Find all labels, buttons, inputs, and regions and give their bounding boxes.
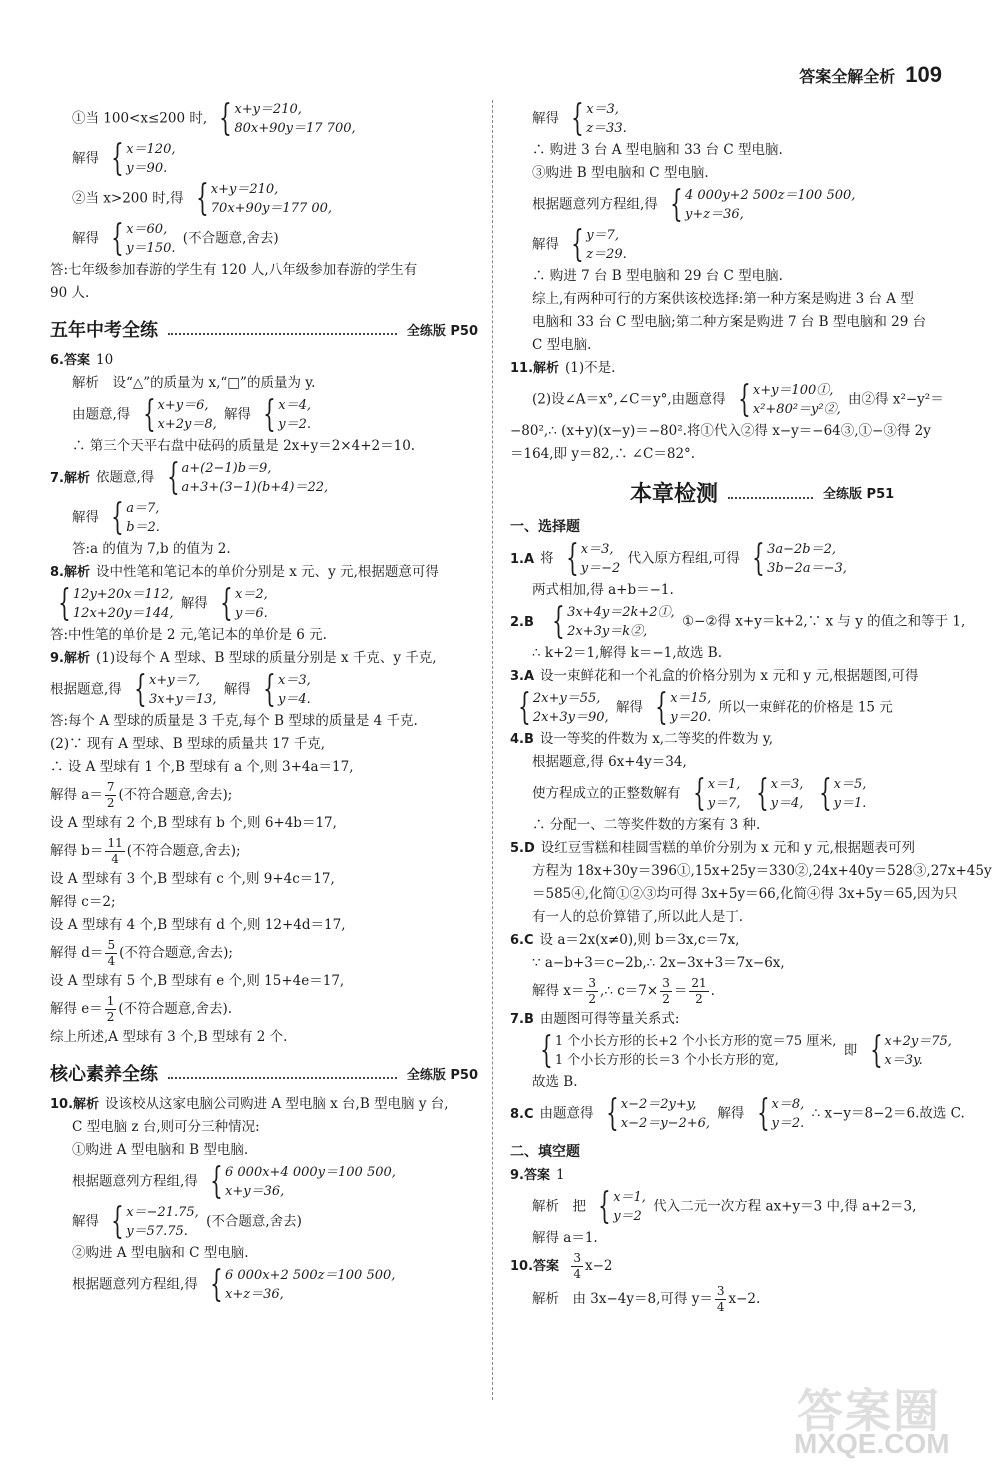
- text-line: 解得 e＝ $\frac{1}{2}$ (不符合题意,舍去).: [50, 994, 233, 1024]
- text-line: 设 A 型球有 2 个,B 型球有 b 个,则 6+4b＝17,: [50, 815, 337, 831]
- equation-system: { x＝60, y＝150.: [111, 218, 176, 259]
- text-line: 解得 x＝ $\frac{3}{2}$ ,∴ c＝7× $\frac{3}{2}$ ＝ $\frac{21}{2}$ .: [532, 976, 715, 1006]
- question-r4: 4.B 设一等奖的件数为 x,二等奖的件数为 y,: [510, 731, 774, 747]
- text-line: 根据题意列方程组,得 { 6 000x+4 000y＝100 500, x+y＝36,: [72, 1161, 396, 1202]
- section-ref: 全练版 P50: [406, 1067, 478, 1083]
- text-line: 答:a 的值为 7,b 的值为 2.: [72, 541, 231, 557]
- dot-leader: [168, 1067, 397, 1079]
- text-line: 解得 { x＝3, z＝33.: [532, 98, 627, 139]
- text-line: −80²,∴ (x+y)(x−y)＝−80².将①代入②得 x−y＝−64③,①−③得 2y: [510, 423, 931, 439]
- text-line: 解得 c＝2;: [50, 894, 116, 910]
- text-line: 解得 b＝ $\frac{11}{4}$ (不符合题意,舍去);: [50, 836, 241, 866]
- text-line: ∴ 购进 7 台 B 型电脑和 29 台 C 型电脑.: [532, 268, 783, 284]
- equation-system: { x+y＝210, 80x+90y＝17 700,: [219, 98, 356, 139]
- text-line: 解得 a＝ $\frac{7}{2}$ (不符合题意,舍去);: [50, 780, 233, 810]
- text-line: 有一人的总价算错了,所以此人是丁.: [532, 909, 744, 925]
- text-line: ①购进 A 型电脑和 B 型电脑.: [72, 1142, 249, 1158]
- text-line: ∴ k+2＝1,解得 k＝−1,故选 B.: [532, 645, 723, 661]
- question-11: 11.解析 (1)不是.: [510, 360, 616, 376]
- text-line: ∴ 第三个天平右盘中砝码的质量是 2x+y＝2×4+2＝10.: [72, 438, 416, 454]
- section-ref: 全练版 P51: [823, 487, 895, 502]
- page-number: 109: [905, 62, 942, 87]
- question-6: 6.答案 10: [50, 352, 114, 368]
- question-r2: 2.B { 3x+4y＝2k+2①, 2x+3y＝k②, ①−②得 x+y＝k+2,∵ x 与 y 的值之和等于 1,: [510, 601, 966, 642]
- text-line: 由题意,得 { x+y＝6, x+2y＝8, 解得 { x＝4, y＝2.: [72, 394, 311, 435]
- text-line: 设 A 型球有 3 个,B 型球有 c 个,则 9+4c＝17,: [50, 871, 335, 887]
- question-9: 9.解析 (1)设每个 A 型球、B 型球的质量分别是 x 千克、y 千克,: [50, 650, 437, 666]
- text-line: 根据题意,得 6x+4y＝34,: [532, 754, 687, 770]
- equation-system: { x+y＝210, 70x+90y＝177 00,: [196, 178, 333, 219]
- text-line: ③购进 B 型电脑和 C 型电脑.: [532, 165, 709, 181]
- question-r1: 1.A 将 { x＝3, y＝−2 代入原方程组,可得 { 3a−2b＝2, 3b−2a＝−3,: [510, 538, 847, 579]
- text-line: ∴ 分配一、二等奖件数的方案有 3 种.: [532, 817, 761, 833]
- dot-leader: [728, 487, 813, 499]
- text-line: 设 A 型球有 5 个,B 型球有 e 个,则 15+4e＝17,: [50, 973, 345, 989]
- question-r5: 5.D 设红豆雪糕和桂圆雪糕的单价分别为 x 元和 y 元,根据题表可列: [510, 840, 915, 856]
- question-r3: 3.A 设一束鲜花和一个礼盒的价格分别为 x 元和 y 元,根据题图,可得: [510, 668, 919, 684]
- text-line: 答:七年级参加春游的学生有 120 人,八年级参加春游的学生有: [50, 262, 418, 278]
- text-line: { 12y+20x＝112, 12x+20y＝144, 解得 { x＝2, y＝6.: [58, 583, 268, 624]
- column-divider: [492, 100, 493, 1400]
- text-line: C 型电脑.: [532, 337, 592, 353]
- text-line: 根据题意列方程组,得 { 4 000y+2 500z＝100 500, y+z＝36,: [532, 184, 856, 225]
- text-line: 方程为 18x+30y＝396①,15x+25y＝330②,24x+40y＝528③,27x+45y: [532, 863, 992, 879]
- question-r8: 8.C 由题意得 { x−2＝2y+y, x−2＝y−2+6, 解得 { x＝8, y＝2. ∴ x−y＝8−2＝6.故选 C.: [510, 1093, 965, 1134]
- text-line: 解得 d＝ $\frac{5}{4}$ (不符合题意,舍去);: [50, 938, 233, 968]
- equation-system: { x＝120, y＝90.: [111, 138, 176, 179]
- section-header: [50, 1060, 478, 1086]
- text-line: 综上,有两种可行的方案供该校选择:第一种方案是购进 3 台 A 型: [532, 291, 914, 307]
- section-header: [510, 477, 950, 508]
- question-8: 8.解析 设中性笔和笔记本的单价分别是 x 元、y 元,根据题意可得: [50, 564, 439, 580]
- text-line: 解析 由 3x−4y＝8,可得 y＝ $\frac{3}{4}$ x−2.: [532, 1284, 761, 1314]
- text-line: 解析 把 { x＝1, y＝2 代入二元一次方程 ax+y＝3 中,得 a+2＝3,: [532, 1186, 917, 1227]
- dot-leader: [168, 323, 397, 335]
- question-r10: 10.答案 $\frac{3}{4}$ x−2: [510, 1251, 613, 1281]
- section-header: [50, 316, 478, 342]
- text-line: 解得 { x＝120, y＝90.: [72, 138, 176, 179]
- text-line: 解得 { x＝−21.75, y＝57.75. (不合题意,舍去): [72, 1201, 302, 1242]
- question-10: 10.解析 设该校从这家电脑公司购进 A 型电脑 x 台,B 型电脑 y 台,: [50, 1096, 449, 1112]
- question-r7: 7.B 由题图可得等量关系式:: [510, 1011, 680, 1027]
- text-line: 故选 B.: [532, 1074, 578, 1090]
- text-line: 答:中性笔的单价是 2 元,笔记本的单价是 6 元.: [50, 627, 327, 643]
- text-line: { 1 个小长方形的长+2 个小长方形的宽＝75 厘米, 1 个小长方形的长＝3 个小长方形的宽, 即 { x+2y＝75, x＝3y.: [540, 1030, 952, 1071]
- text-line: 解得 { x＝60, y＝150. (不合题意,舍去): [72, 218, 279, 259]
- text-line: (2)设∠A＝x°,∠C＝y°,由题意得 { x+y＝100①, x²+80²＝y²②, 由②得 x²−y²＝: [532, 379, 944, 420]
- text-line: { 2x+y＝55, 2x+3y＝90, 解得 { x＝15, y＝20. 所以一束鲜花的价格是 15 元: [518, 687, 893, 728]
- text-line: 根据题意列方程组,得 { 6 000x+2 500z＝100 500, x+z＝36,: [72, 1264, 396, 1305]
- header-title: 答案全解全析: [799, 67, 896, 86]
- question-7: 7.解析 依题意,得 { a+(2−1)b＝9, a+3+(3−1)(b+4)＝22,: [50, 457, 329, 498]
- right-column: [510, 98, 992, 1317]
- text-line: 解得 { a＝7, b＝2.: [72, 497, 160, 538]
- text-line: ①当 100<x≤200 时, { x+y＝210, 80x+90y＝17 700,: [72, 98, 356, 139]
- text-line: ＝585④,化简①②③均可得 3x+5y＝66,化简④得 3x+5y＝65,因为只: [532, 886, 958, 902]
- section-title: 五年中考全练: [50, 320, 158, 341]
- text-line: 使方程成立的正整数解有 { x＝1, y＝7, { x＝3, y＝4, { x＝5, y＝1.: [532, 773, 867, 814]
- text-line: ∴ 购进 3 台 A 型电脑和 33 台 C 型电脑.: [532, 142, 783, 158]
- text-line: ∵ a−b+3＝c−2b,∴ 2x−3x+3＝7x−6x,: [532, 955, 785, 971]
- section-title: 本章检测: [630, 482, 719, 507]
- text-line: 综上所述,A 型球有 3 个,B 型球有 2 个.: [50, 1029, 288, 1045]
- text-line: 两式相加,得 a+b＝−1.: [532, 582, 674, 598]
- text-line: ②当 x>200 时,得 { x+y＝210, 70x+90y＝177 00,: [72, 178, 333, 219]
- left-column: [50, 100, 478, 1306]
- section-title: 核心素养全练: [50, 1064, 158, 1085]
- subsection-title: 一、选择题: [510, 519, 580, 535]
- text-line: 设 A 型球有 4 个,B 型球有 d 个,则 12+4d＝17,: [50, 917, 346, 933]
- text-line: 解得 a＝1.: [532, 1230, 598, 1246]
- text-line: 答:每个 A 型球的质量是 3 千克,每个 B 型球的质量是 4 千克.: [50, 713, 418, 729]
- text-line: (2)∵ 现有 A 型球、B 型球的质量共 17 千克,: [50, 736, 326, 752]
- watermark-logo: 答案圈 MXQE.COM: [794, 1384, 950, 1459]
- text-line: 解得 { y＝7, z＝29.: [532, 224, 627, 265]
- text-line: 根据题意,得 { x+y＝7, 3x+y＝13, 解得 { x＝3, y＝4.: [50, 669, 311, 710]
- subsection-title: 二、填空题: [510, 1144, 580, 1160]
- text-line: 电脑和 33 台 C 型电脑;第二种方案是购进 7 台 B 型电脑和 29 台: [532, 314, 927, 330]
- text-line: ∴ 设 A 型球有 1 个,B 型球有 a 个,则 3+4a＝17,: [50, 759, 354, 775]
- question-r9: 9.答案 1: [510, 1167, 565, 1183]
- text-line: 解析 设“△”的质量为 x,“□”的质量为 y.: [72, 375, 316, 391]
- page-header: [799, 62, 942, 88]
- text-line: ＝164,即 y＝82,∴ ∠C＝82°.: [510, 446, 696, 462]
- question-r6: 6.C 设 a＝2x(x≠0),则 b＝3x,c＝7x,: [510, 932, 740, 948]
- text-line: ②购进 A 型电脑和 C 型电脑.: [72, 1245, 249, 1261]
- section-ref: 全练版 P50: [406, 323, 478, 339]
- text-line: C 型电脑 z 台,则可分三种情况:: [72, 1119, 260, 1135]
- text-line: 90 人.: [50, 285, 90, 301]
